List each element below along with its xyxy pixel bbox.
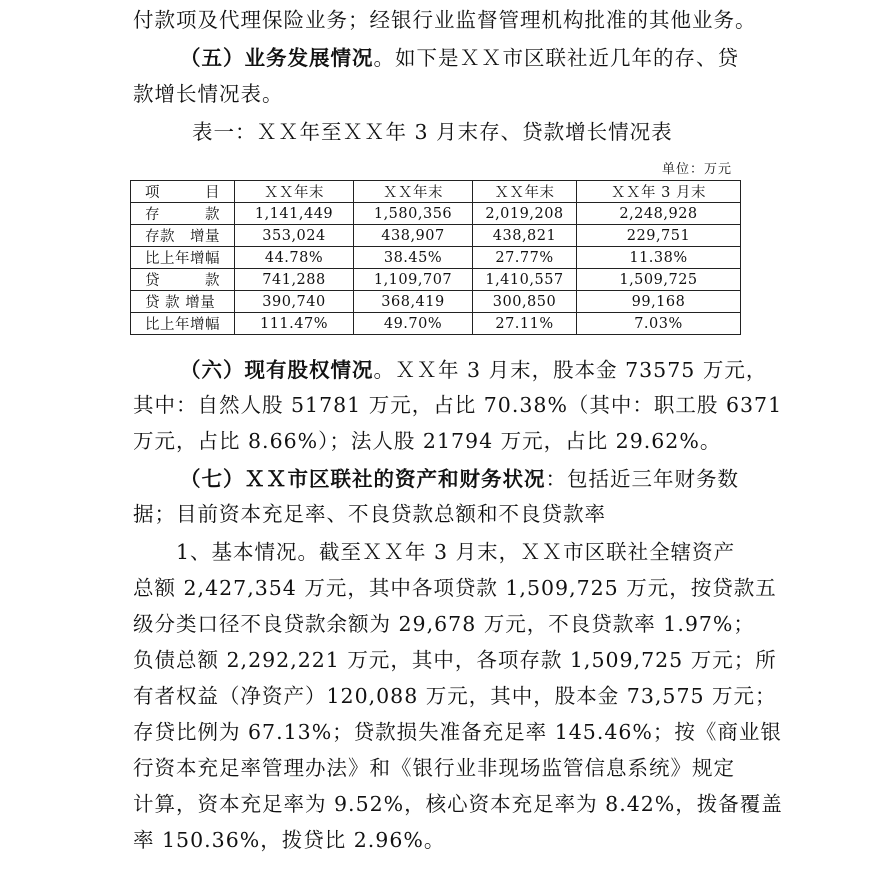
table-cell: 99,168 <box>577 291 741 313</box>
row-label: 贷 款 增量 <box>131 291 235 313</box>
table-cell: 1,410,557 <box>473 269 577 291</box>
paragraph-basic-line3: 级分类口径不良贷款余额为 29,678 万元，不良贷款率 1.97%； <box>133 612 755 636</box>
paragraph-basic-line1: 1、基本情况。截至ＸＸ年 3 月末，ＸＸ市区联社全辖资产 <box>176 540 736 564</box>
header-cell: ＸＸ年末 <box>473 181 577 203</box>
paragraph-section5-line2: 款增长情况表。 <box>133 82 284 106</box>
table-cell: 438,821 <box>473 225 577 247</box>
table-row <box>131 203 741 225</box>
section6-heading: （六）现有股权情况 <box>180 358 374 382</box>
table-cell: 300,850 <box>473 291 577 313</box>
table-cell: 229,751 <box>577 225 741 247</box>
paragraph-section6-line3: 万元，占比 8.66%）；法人股 21794 万元，占比 29.62%。 <box>133 429 722 453</box>
header-cell: ＸＸ年末 <box>354 181 473 203</box>
table-title: 表一：ＸＸ年至ＸＸ年 3 月末存、贷款增长情况表 <box>192 120 673 144</box>
table-cell: 27.77% <box>473 247 577 269</box>
table-cell: 11.38% <box>577 247 741 269</box>
paragraph-intro-tail: 付款项及代理保险业务；经银行业监督管理机构批准的其他业务。 <box>133 8 757 32</box>
paragraph-basic-line9: 率 150.36%，拨贷比 2.96%。 <box>133 828 446 852</box>
row-label: 存款 增量 <box>131 225 235 247</box>
section5-heading: （五）业务发展情况 <box>180 46 374 70</box>
row-label: 贷 款 <box>131 269 235 291</box>
table-cell: 1,509,725 <box>577 269 741 291</box>
paragraph-basic-line5: 有者权益（净资产）120,088 万元，其中，股本金 73,575 万元； <box>133 684 777 708</box>
paragraph-basic-line4: 负债总额 2,292,221 万元，其中，各项存款 1,509,725 万元；所 <box>133 648 777 672</box>
table-cell: 368,419 <box>354 291 473 313</box>
section7-heading: （七）ＸＸ市区联社的资产和财务状况 <box>180 467 546 491</box>
table-cell: 44.78% <box>235 247 354 269</box>
table-cell: 27.11% <box>473 313 577 335</box>
table-cell: 438,907 <box>354 225 473 247</box>
table-cell: 1,141,449 <box>235 203 354 225</box>
paragraph-basic-line8: 计算，资本充足率为 9.52%，核心资本充足率为 8.42%，拨备覆盖 <box>133 792 783 816</box>
header-cell: ＸＸ年末 <box>235 181 354 203</box>
paragraph-section5-line1: （五）业务发展情况。如下是ＸＸ市区联社近几年的存、贷 <box>180 46 739 70</box>
table-cell: 353,024 <box>235 225 354 247</box>
paragraph-section7-line1: （七）ＸＸ市区联社的资产和财务状况：包括近三年财务数 <box>180 467 739 491</box>
row-label: 比上年增幅 <box>131 247 235 269</box>
table-cell: 2,019,208 <box>473 203 577 225</box>
table-cell: 49.70% <box>354 313 473 335</box>
table-cell: 1,580,356 <box>354 203 473 225</box>
table-unit: 单位：万元 <box>661 162 732 177</box>
table-cell: 38.45% <box>354 247 473 269</box>
table-row <box>131 291 741 313</box>
table-cell: 2,248,928 <box>577 203 741 225</box>
paragraph-basic-line6: 存贷比例为 67.13%；贷款损失准备充足率 145.46%；按《商业银 <box>133 720 782 744</box>
paragraph-basic-line7: 行资本充足率管理办法》和《银行业非现场监管信息系统》规定 <box>133 756 735 780</box>
table-cell: 390,740 <box>235 291 354 313</box>
paragraph-section6-line2: 其中：自然人股 51781 万元，占比 70.38%（其中：职工股 6371 <box>133 393 783 417</box>
header-cell: 项 目 <box>131 181 235 203</box>
header-cell: ＸＸ年 3 月末 <box>577 181 741 203</box>
table-cell: 111.47% <box>235 313 354 335</box>
table-row <box>131 269 741 291</box>
paragraph-basic-line2: 总额 2,427,354 万元，其中各项贷款 1,509,725 万元，按贷款五 <box>133 576 777 600</box>
table-cell: 7.03% <box>577 313 741 335</box>
row-label: 存 款 <box>131 203 235 225</box>
row-label: 比上年增幅 <box>131 313 235 335</box>
table-header-row <box>131 181 741 203</box>
paragraph-section6-line1: （六）现有股权情况。ＸＸ年 3 月末，股本金 73575 万元， <box>180 358 768 382</box>
paragraph-section7-line2: 据；目前资本充足率、不良贷款总额和不良贷款率 <box>133 502 606 526</box>
table-row <box>131 247 741 269</box>
table-row <box>131 313 741 335</box>
table-cell: 1,109,707 <box>354 269 473 291</box>
deposit-loan-growth-table <box>130 180 741 335</box>
table-row <box>131 225 741 247</box>
table-cell: 741,288 <box>235 269 354 291</box>
